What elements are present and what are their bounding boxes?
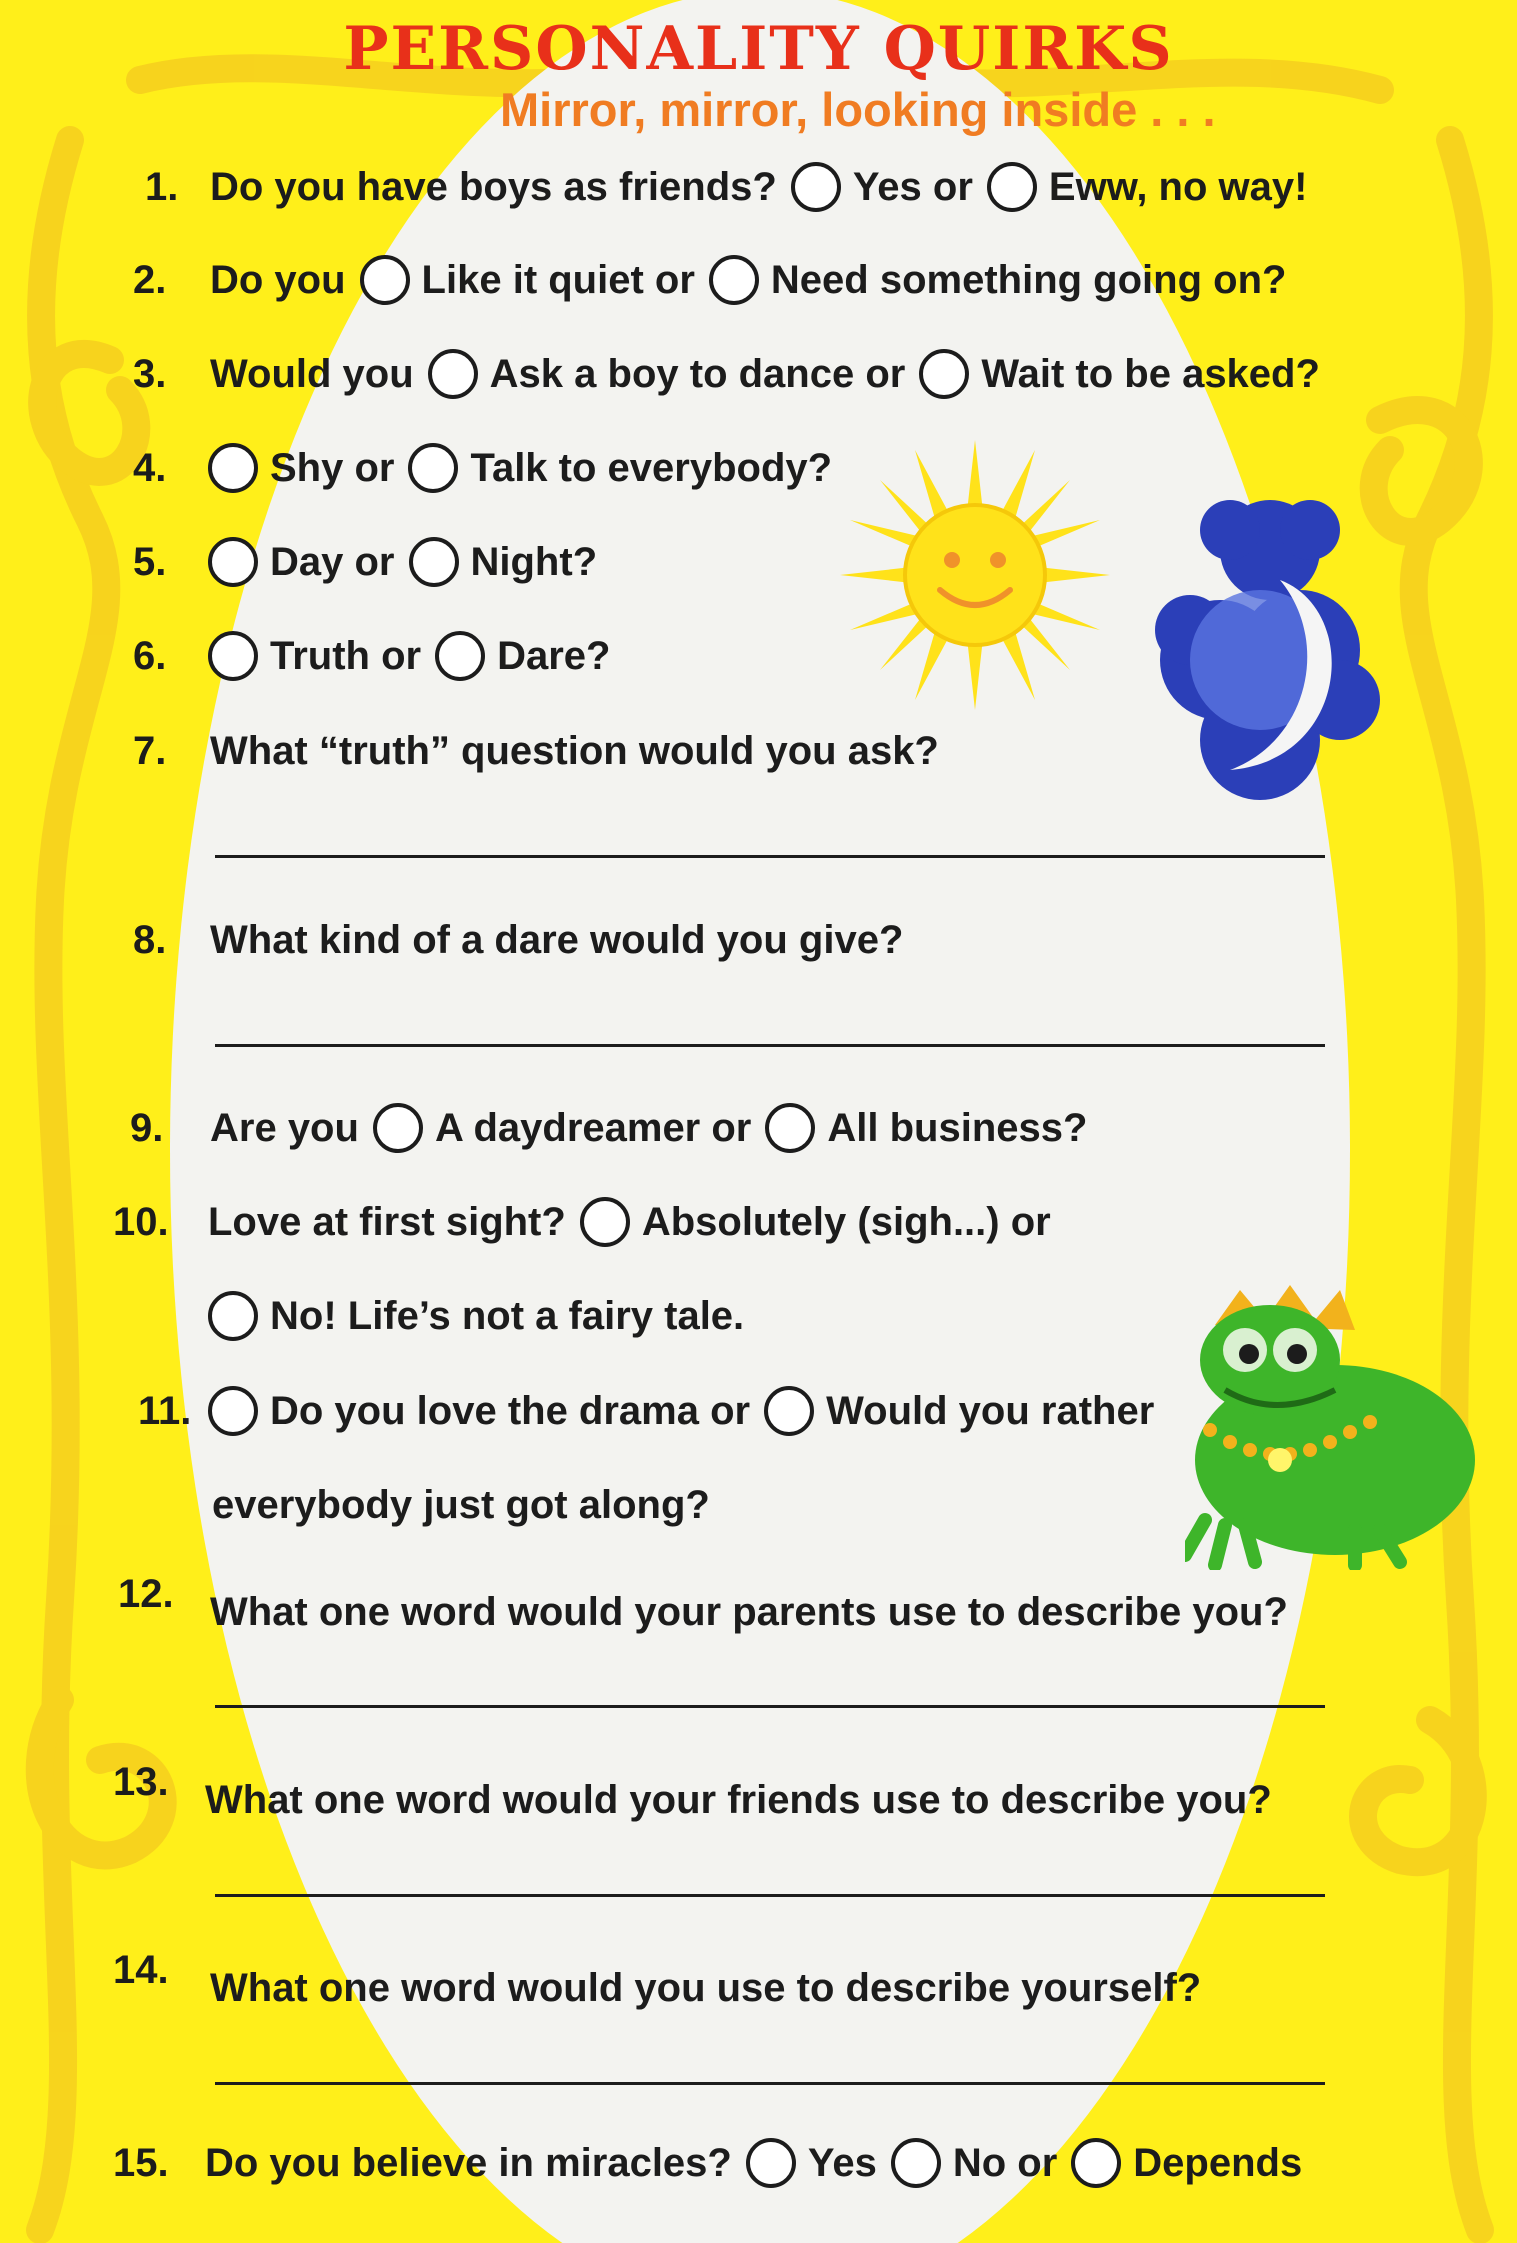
question-number: 8. bbox=[133, 918, 167, 962]
question-11 bbox=[0, 1376, 1517, 1446]
question-text: Do you believe in miracles? bbox=[205, 2141, 732, 2185]
option-label: Talk to everybody? bbox=[470, 446, 833, 490]
answer-line-8[interactable] bbox=[215, 1044, 1325, 1047]
question-number: 5. bbox=[133, 540, 167, 584]
answer-radio-daydreamer[interactable] bbox=[373, 1103, 423, 1153]
question-number: 15. bbox=[113, 2141, 169, 2185]
answer-radio-no[interactable] bbox=[891, 2138, 941, 2188]
option-label: Absolutely (sigh...) or bbox=[641, 1200, 1051, 1244]
question-number: 11. bbox=[138, 1389, 192, 1433]
page-title: PERSONALITY QUIRKS bbox=[343, 14, 1174, 84]
question-text: What one word would your friends use to describe you? bbox=[205, 1778, 1272, 1822]
question-6 bbox=[0, 621, 1517, 691]
option-label: Ask a boy to dance or bbox=[489, 352, 906, 396]
question-number: 10. bbox=[113, 1200, 169, 1244]
answer-line-7[interactable] bbox=[215, 855, 1325, 858]
option-label: Wait to be asked? bbox=[981, 352, 1320, 396]
option-label: Yes or bbox=[852, 165, 973, 209]
answer-radio-business[interactable] bbox=[765, 1103, 815, 1153]
answer-radio-no[interactable] bbox=[987, 162, 1037, 212]
question-7 bbox=[0, 716, 1517, 786]
question-4 bbox=[0, 433, 1517, 503]
question-text: Love at first sight? bbox=[208, 1200, 566, 1244]
option-label: Like it quiet or bbox=[421, 258, 695, 302]
option-label: Truth or bbox=[270, 634, 422, 678]
question-text: What one word would your parents use to describe you? bbox=[210, 1590, 1288, 1634]
answer-radio-day[interactable] bbox=[208, 537, 258, 587]
question-9 bbox=[0, 1093, 1517, 1163]
question-number: 2. bbox=[133, 258, 167, 302]
answer-radio-busy[interactable] bbox=[709, 255, 759, 305]
answer-radio-get-along[interactable] bbox=[764, 1386, 814, 1436]
answer-radio-yes[interactable] bbox=[791, 162, 841, 212]
question-text: Would you bbox=[210, 352, 414, 396]
answer-radio-depends[interactable] bbox=[1071, 2138, 1121, 2188]
answer-radio-talk[interactable] bbox=[408, 443, 458, 493]
question-14 bbox=[0, 1948, 1517, 2023]
answer-radio-drama[interactable] bbox=[208, 1386, 258, 1436]
option-label: All business? bbox=[827, 1106, 1088, 1150]
question-text: What one word would you use to describe yourself? bbox=[210, 1966, 1202, 2010]
option-label: Day or bbox=[270, 540, 395, 584]
answer-radio-dare[interactable] bbox=[435, 631, 485, 681]
question-2 bbox=[0, 245, 1517, 315]
page-subtitle: Mirror, mirror, looking inside . . . bbox=[500, 83, 1216, 136]
question-number: 12. bbox=[118, 1572, 174, 1616]
question-15 bbox=[0, 2128, 1517, 2198]
question-text: Are you bbox=[210, 1106, 359, 1150]
question-text: What kind of a dare would you give? bbox=[210, 918, 904, 962]
answer-radio-quiet[interactable] bbox=[360, 255, 410, 305]
question-12 bbox=[0, 1572, 1517, 1647]
option-label: Depends bbox=[1133, 2141, 1303, 2185]
option-label: Night? bbox=[470, 540, 598, 584]
question-5 bbox=[0, 527, 1517, 597]
question-number: 13. bbox=[113, 1760, 169, 1804]
option-label: Need something going on? bbox=[770, 258, 1287, 302]
answer-radio-no-fairy-tale[interactable] bbox=[208, 1291, 258, 1341]
answer-radio-truth[interactable] bbox=[208, 631, 258, 681]
answer-line-13[interactable] bbox=[215, 1894, 1325, 1897]
question-1 bbox=[0, 152, 1517, 222]
answer-radio-shy[interactable] bbox=[208, 443, 258, 493]
question-13 bbox=[0, 1760, 1517, 1835]
question-11-continued bbox=[0, 1470, 1517, 1540]
question-number: 14. bbox=[113, 1948, 169, 1992]
option-label: Eww, no way! bbox=[1048, 165, 1308, 209]
option-label: Would you rather bbox=[826, 1389, 1155, 1433]
option-label: No or bbox=[952, 2141, 1058, 2185]
answer-radio-night[interactable] bbox=[409, 537, 459, 587]
answer-radio-wait[interactable] bbox=[919, 349, 969, 399]
option-label: Shy or bbox=[270, 446, 395, 490]
answer-line-14[interactable] bbox=[215, 2082, 1325, 2085]
question-number: 3. bbox=[133, 352, 167, 396]
question-text: Do you bbox=[210, 258, 346, 302]
question-text: Do you have boys as friends? bbox=[210, 165, 777, 209]
option-label: Yes bbox=[807, 2141, 877, 2185]
answer-line-12[interactable] bbox=[215, 1705, 1325, 1708]
option-label: A daydreamer or bbox=[434, 1106, 752, 1150]
question-number: 6. bbox=[133, 634, 167, 678]
answer-radio-ask[interactable] bbox=[428, 349, 478, 399]
option-label: Dare? bbox=[497, 634, 611, 678]
question-number: 1. bbox=[145, 165, 179, 209]
option-label: Do you love the drama or bbox=[270, 1389, 751, 1433]
question-number: 9. bbox=[130, 1106, 164, 1150]
option-label: No! Life’s not a fairy tale. bbox=[270, 1294, 745, 1338]
answer-radio-yes[interactable] bbox=[746, 2138, 796, 2188]
question-10-continued bbox=[0, 1281, 1517, 1351]
question-number: 7. bbox=[133, 729, 167, 773]
question-text: What “truth” question would you ask? bbox=[210, 729, 939, 773]
option-label: everybody just got along? bbox=[212, 1483, 710, 1527]
question-8 bbox=[0, 905, 1517, 975]
question-10 bbox=[0, 1187, 1517, 1257]
question-number: 4. bbox=[133, 446, 167, 490]
answer-radio-absolutely[interactable] bbox=[580, 1197, 630, 1247]
question-3 bbox=[0, 339, 1517, 409]
